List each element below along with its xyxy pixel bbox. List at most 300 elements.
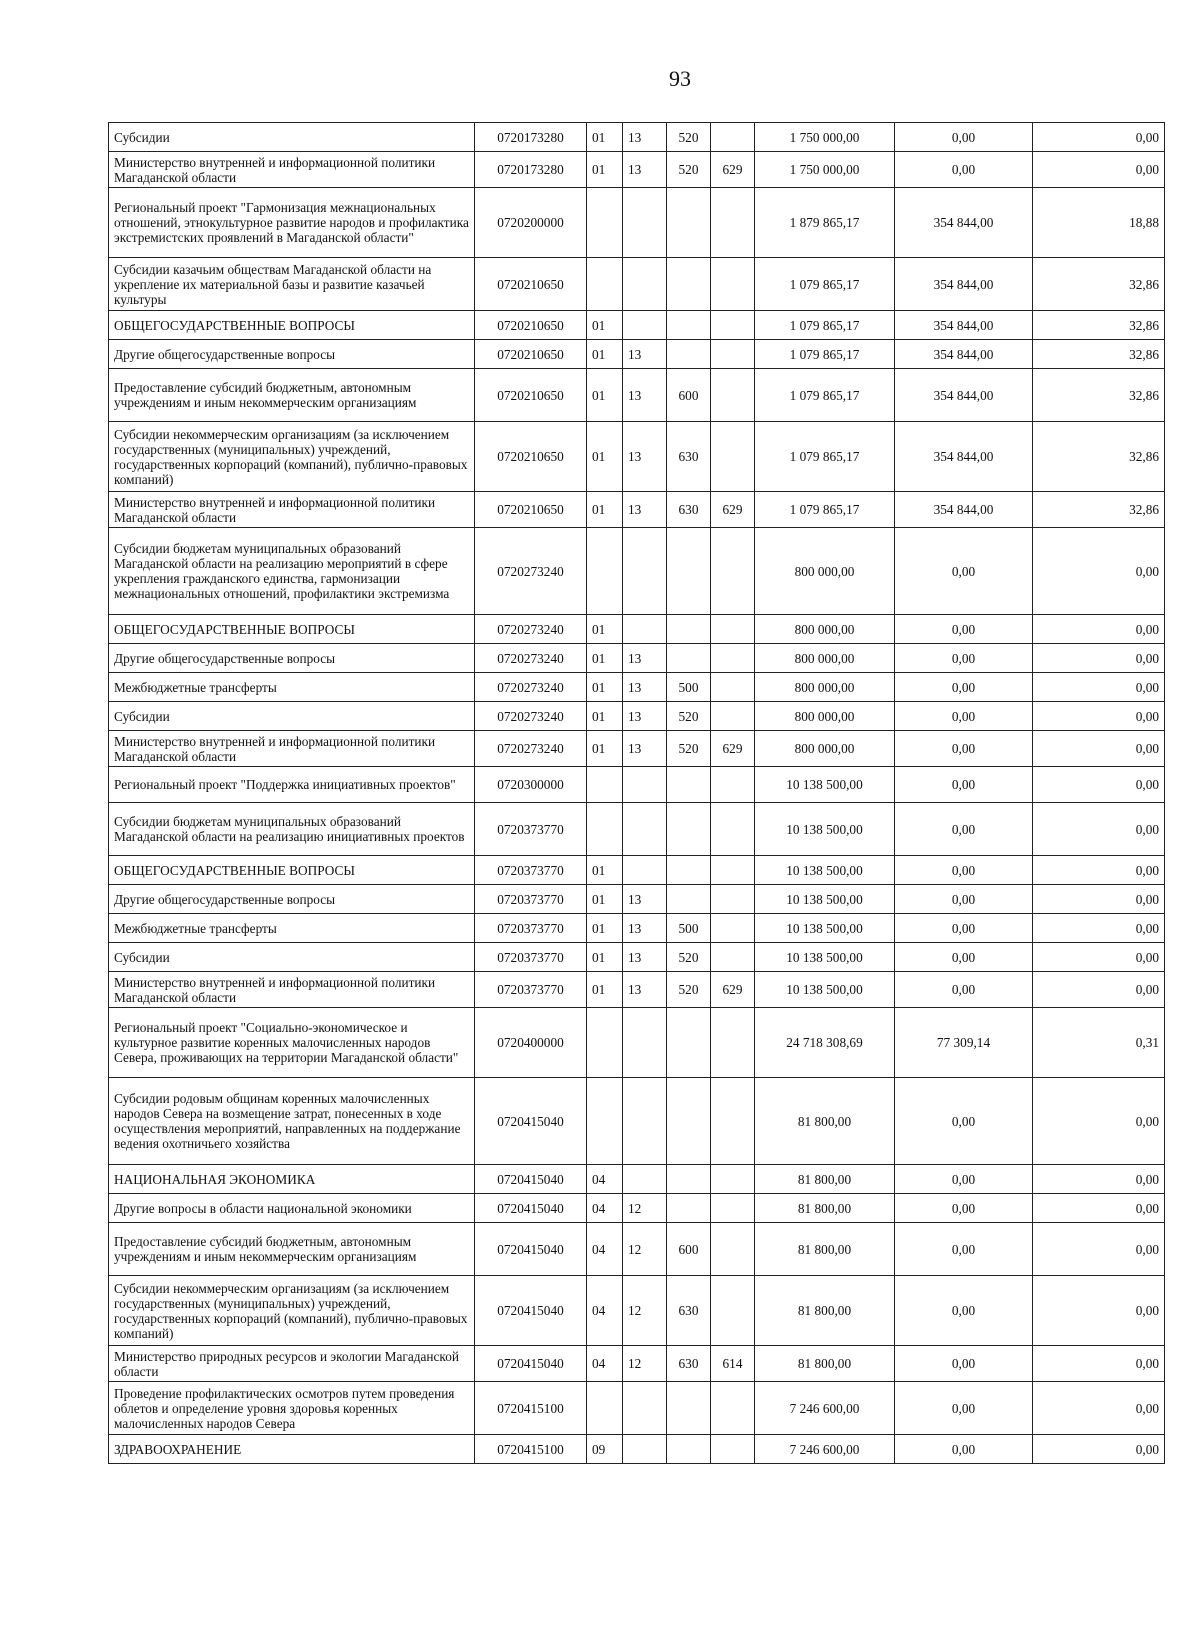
administrator-code-cell — [711, 1382, 755, 1435]
table-row — [109, 1382, 1165, 1435]
execution-percent-cell: 32,86 — [1033, 422, 1165, 492]
planned-amount-cell: 1 750 000,00 — [755, 152, 895, 188]
administrator-code-cell — [711, 803, 755, 856]
planned-amount-cell: 800 000,00 — [755, 673, 895, 702]
table-row — [109, 702, 1165, 731]
row-name-cell: Региональный проект "Поддержка инициативных проектов" — [109, 767, 475, 803]
expense-type-code-cell — [667, 615, 711, 644]
execution-percent-cell: 0,00 — [1033, 1078, 1165, 1165]
budget-table-body — [109, 123, 1165, 1464]
section-code-cell: 01 — [587, 914, 623, 943]
administrator-code-cell: 629 — [711, 152, 755, 188]
subsection-code-cell: 12 — [623, 1223, 667, 1276]
administrator-code-cell — [711, 1194, 755, 1223]
executed-amount-cell: 0,00 — [895, 856, 1033, 885]
expense-type-code-cell — [667, 1078, 711, 1165]
target-article-code-cell: 0720210650 — [475, 422, 587, 492]
expense-type-code-cell — [667, 1008, 711, 1078]
administrator-code-cell — [711, 885, 755, 914]
row-name-cell: ОБЩЕГОСУДАРСТВЕННЫЕ ВОПРОСЫ — [109, 856, 475, 885]
planned-amount-cell: 1 879 865,17 — [755, 188, 895, 258]
executed-amount-cell: 0,00 — [895, 615, 1033, 644]
target-article-code-cell: 0720373770 — [475, 885, 587, 914]
subsection-code-cell: 13 — [623, 123, 667, 152]
administrator-code-cell: 629 — [711, 731, 755, 767]
planned-amount-cell: 10 138 500,00 — [755, 856, 895, 885]
section-code-cell: 04 — [587, 1223, 623, 1276]
section-code-cell: 01 — [587, 885, 623, 914]
table-row — [109, 1276, 1165, 1346]
target-article-code-cell: 0720210650 — [475, 258, 587, 311]
table-row — [109, 972, 1165, 1008]
subsection-code-cell: 13 — [623, 492, 667, 528]
target-article-code-cell: 0720415040 — [475, 1276, 587, 1346]
subsection-code-cell: 13 — [623, 914, 667, 943]
execution-percent-cell: 32,86 — [1033, 340, 1165, 369]
administrator-code-cell — [711, 702, 755, 731]
subsection-code-cell: 13 — [623, 885, 667, 914]
expense-type-code-cell: 520 — [667, 702, 711, 731]
section-code-cell: 01 — [587, 644, 623, 673]
target-article-code-cell: 0720373770 — [475, 914, 587, 943]
administrator-code-cell — [711, 644, 755, 673]
executed-amount-cell: 77 309,14 — [895, 1008, 1033, 1078]
planned-amount-cell: 800 000,00 — [755, 644, 895, 673]
section-code-cell — [587, 528, 623, 615]
subsection-code-cell — [623, 1382, 667, 1435]
planned-amount-cell: 800 000,00 — [755, 528, 895, 615]
row-name-cell: Субсидии казачьим обществам Магаданской области на укрепление их материальной базы и развитие казачьей культуры — [109, 258, 475, 311]
subsection-code-cell: 12 — [623, 1346, 667, 1382]
subsection-code-cell: 12 — [623, 1276, 667, 1346]
row-name-cell: Межбюджетные трансферты — [109, 914, 475, 943]
target-article-code-cell: 0720373770 — [475, 943, 587, 972]
execution-percent-cell: 0,00 — [1033, 1223, 1165, 1276]
planned-amount-cell: 7 246 600,00 — [755, 1435, 895, 1464]
planned-amount-cell: 24 718 308,69 — [755, 1008, 895, 1078]
expense-type-code-cell — [667, 1194, 711, 1223]
section-code-cell: 04 — [587, 1165, 623, 1194]
table-row — [109, 311, 1165, 340]
expense-type-code-cell: 520 — [667, 731, 711, 767]
table-row — [109, 188, 1165, 258]
row-name-cell: Субсидии некоммерческим организациям (за исключением государственных (муниципальных) учреждений, государственных корпораций (компаний), публично-правовых компаний) — [109, 422, 475, 492]
expense-type-code-cell: 520 — [667, 943, 711, 972]
executed-amount-cell: 354 844,00 — [895, 188, 1033, 258]
executed-amount-cell: 0,00 — [895, 123, 1033, 152]
expense-type-code-cell — [667, 258, 711, 311]
budget-table — [108, 122, 1165, 1464]
execution-percent-cell: 0,31 — [1033, 1008, 1165, 1078]
target-article-code-cell: 0720273240 — [475, 702, 587, 731]
subsection-code-cell: 12 — [623, 1194, 667, 1223]
target-article-code-cell: 0720415100 — [475, 1435, 587, 1464]
planned-amount-cell: 10 138 500,00 — [755, 943, 895, 972]
table-row — [109, 1435, 1165, 1464]
section-code-cell: 01 — [587, 123, 623, 152]
expense-type-code-cell — [667, 528, 711, 615]
planned-amount-cell: 800 000,00 — [755, 615, 895, 644]
target-article-code-cell: 0720415040 — [475, 1346, 587, 1382]
executed-amount-cell: 354 844,00 — [895, 340, 1033, 369]
planned-amount-cell: 1 079 865,17 — [755, 492, 895, 528]
expense-type-code-cell — [667, 340, 711, 369]
expense-type-code-cell: 520 — [667, 123, 711, 152]
row-name-cell: ОБЩЕГОСУДАРСТВЕННЫЕ ВОПРОСЫ — [109, 615, 475, 644]
execution-percent-cell: 0,00 — [1033, 1435, 1165, 1464]
administrator-code-cell — [711, 1435, 755, 1464]
table-row — [109, 803, 1165, 856]
section-code-cell: 01 — [587, 943, 623, 972]
row-name-cell: НАЦИОНАЛЬНАЯ ЭКОНОМИКА — [109, 1165, 475, 1194]
planned-amount-cell: 10 138 500,00 — [755, 885, 895, 914]
executed-amount-cell: 0,00 — [895, 767, 1033, 803]
administrator-code-cell — [711, 188, 755, 258]
executed-amount-cell: 354 844,00 — [895, 422, 1033, 492]
subsection-code-cell: 13 — [623, 731, 667, 767]
execution-percent-cell: 32,86 — [1033, 311, 1165, 340]
section-code-cell: 01 — [587, 340, 623, 369]
expense-type-code-cell — [667, 856, 711, 885]
executed-amount-cell: 0,00 — [895, 1194, 1033, 1223]
planned-amount-cell: 800 000,00 — [755, 731, 895, 767]
row-name-cell: Министерство внутренней и информационной политики Магаданской области — [109, 152, 475, 188]
execution-percent-cell: 0,00 — [1033, 152, 1165, 188]
target-article-code-cell: 0720210650 — [475, 492, 587, 528]
execution-percent-cell: 0,00 — [1033, 856, 1165, 885]
administrator-code-cell: 629 — [711, 972, 755, 1008]
expense-type-code-cell — [667, 644, 711, 673]
planned-amount-cell: 1 079 865,17 — [755, 369, 895, 422]
expense-type-code-cell — [667, 1165, 711, 1194]
target-article-code-cell: 0720373770 — [475, 803, 587, 856]
table-row — [109, 1223, 1165, 1276]
executed-amount-cell: 0,00 — [895, 1435, 1033, 1464]
planned-amount-cell: 1 750 000,00 — [755, 123, 895, 152]
target-article-code-cell: 0720210650 — [475, 369, 587, 422]
planned-amount-cell: 81 800,00 — [755, 1346, 895, 1382]
executed-amount-cell: 354 844,00 — [895, 492, 1033, 528]
execution-percent-cell: 0,00 — [1033, 123, 1165, 152]
table-row — [109, 731, 1165, 767]
administrator-code-cell — [711, 311, 755, 340]
section-code-cell — [587, 803, 623, 856]
expense-type-code-cell: 520 — [667, 152, 711, 188]
table-row — [109, 673, 1165, 702]
target-article-code-cell: 0720273240 — [475, 528, 587, 615]
target-article-code-cell: 0720173280 — [475, 123, 587, 152]
section-code-cell: 01 — [587, 152, 623, 188]
executed-amount-cell: 0,00 — [895, 1165, 1033, 1194]
section-code-cell: 01 — [587, 731, 623, 767]
execution-percent-cell: 0,00 — [1033, 885, 1165, 914]
table-row — [109, 943, 1165, 972]
table-row — [109, 644, 1165, 673]
row-name-cell: Другие общегосударственные вопросы — [109, 885, 475, 914]
target-article-code-cell: 0720415040 — [475, 1078, 587, 1165]
row-name-cell: Предоставление субсидий бюджетным, автономным учреждениям и иным некоммерческим организациям — [109, 1223, 475, 1276]
execution-percent-cell: 0,00 — [1033, 1276, 1165, 1346]
section-code-cell: 01 — [587, 856, 623, 885]
table-row — [109, 369, 1165, 422]
row-name-cell: Министерство внутренней и информационной политики Магаданской области — [109, 972, 475, 1008]
row-name-cell: Межбюджетные трансферты — [109, 673, 475, 702]
expense-type-code-cell: 630 — [667, 1276, 711, 1346]
execution-percent-cell: 0,00 — [1033, 914, 1165, 943]
execution-percent-cell: 0,00 — [1033, 644, 1165, 673]
administrator-code-cell — [711, 422, 755, 492]
section-code-cell: 01 — [587, 702, 623, 731]
planned-amount-cell: 10 138 500,00 — [755, 972, 895, 1008]
expense-type-code-cell: 520 — [667, 972, 711, 1008]
planned-amount-cell: 10 138 500,00 — [755, 803, 895, 856]
executed-amount-cell: 354 844,00 — [895, 311, 1033, 340]
target-article-code-cell: 0720200000 — [475, 188, 587, 258]
row-name-cell: Субсидии — [109, 123, 475, 152]
table-row — [109, 1346, 1165, 1382]
target-article-code-cell: 0720210650 — [475, 340, 587, 369]
target-article-code-cell: 0720373770 — [475, 972, 587, 1008]
target-article-code-cell: 0720210650 — [475, 311, 587, 340]
subsection-code-cell: 13 — [623, 702, 667, 731]
section-code-cell: 04 — [587, 1194, 623, 1223]
executed-amount-cell: 0,00 — [895, 1346, 1033, 1382]
table-row — [109, 1008, 1165, 1078]
execution-percent-cell: 0,00 — [1033, 972, 1165, 1008]
expense-type-code-cell — [667, 1435, 711, 1464]
table-row — [109, 615, 1165, 644]
section-code-cell — [587, 188, 623, 258]
expense-type-code-cell — [667, 767, 711, 803]
target-article-code-cell: 0720273240 — [475, 731, 587, 767]
subsection-code-cell — [623, 1078, 667, 1165]
administrator-code-cell — [711, 369, 755, 422]
table-row — [109, 1165, 1165, 1194]
administrator-code-cell: 629 — [711, 492, 755, 528]
planned-amount-cell: 1 079 865,17 — [755, 422, 895, 492]
executed-amount-cell: 0,00 — [895, 803, 1033, 856]
executed-amount-cell: 0,00 — [895, 1276, 1033, 1346]
subsection-code-cell: 13 — [623, 369, 667, 422]
table-row — [109, 1078, 1165, 1165]
administrator-code-cell — [711, 914, 755, 943]
executed-amount-cell: 0,00 — [895, 644, 1033, 673]
expense-type-code-cell: 500 — [667, 673, 711, 702]
row-name-cell: Субсидии — [109, 702, 475, 731]
subsection-code-cell — [623, 188, 667, 258]
subsection-code-cell — [623, 258, 667, 311]
subsection-code-cell: 13 — [623, 340, 667, 369]
subsection-code-cell: 13 — [623, 422, 667, 492]
execution-percent-cell: 0,00 — [1033, 1165, 1165, 1194]
execution-percent-cell: 0,00 — [1033, 803, 1165, 856]
subsection-code-cell — [623, 1435, 667, 1464]
executed-amount-cell: 0,00 — [895, 1223, 1033, 1276]
subsection-code-cell: 13 — [623, 152, 667, 188]
row-name-cell: Другие вопросы в области национальной экономики — [109, 1194, 475, 1223]
expense-type-code-cell — [667, 188, 711, 258]
expense-type-code-cell: 630 — [667, 492, 711, 528]
administrator-code-cell — [711, 1165, 755, 1194]
execution-percent-cell: 0,00 — [1033, 702, 1165, 731]
administrator-code-cell — [711, 767, 755, 803]
row-name-cell: Министерство природных ресурсов и экологии Магаданской области — [109, 1346, 475, 1382]
table-row — [109, 767, 1165, 803]
execution-percent-cell: 0,00 — [1033, 528, 1165, 615]
table-row — [109, 528, 1165, 615]
target-article-code-cell: 0720415100 — [475, 1382, 587, 1435]
section-code-cell — [587, 767, 623, 803]
table-row — [109, 856, 1165, 885]
table-row — [109, 340, 1165, 369]
section-code-cell — [587, 258, 623, 311]
row-name-cell: Субсидии бюджетам муниципальных образований Магаданской области на реализацию инициативных проектов — [109, 803, 475, 856]
row-name-cell: Министерство внутренней и информационной политики Магаданской области — [109, 492, 475, 528]
administrator-code-cell — [711, 1223, 755, 1276]
subsection-code-cell — [623, 767, 667, 803]
subsection-code-cell: 13 — [623, 673, 667, 702]
section-code-cell: 01 — [587, 615, 623, 644]
section-code-cell: 01 — [587, 311, 623, 340]
administrator-code-cell — [711, 528, 755, 615]
target-article-code-cell: 0720273240 — [475, 615, 587, 644]
administrator-code-cell — [711, 123, 755, 152]
execution-percent-cell: 32,86 — [1033, 369, 1165, 422]
executed-amount-cell: 0,00 — [895, 673, 1033, 702]
administrator-code-cell — [711, 615, 755, 644]
page-number: 93 — [669, 66, 691, 91]
planned-amount-cell: 81 800,00 — [755, 1165, 895, 1194]
subsection-code-cell — [623, 528, 667, 615]
executed-amount-cell: 0,00 — [895, 528, 1033, 615]
section-code-cell: 01 — [587, 972, 623, 1008]
table-row — [109, 258, 1165, 311]
section-code-cell: 01 — [587, 369, 623, 422]
table-row — [109, 914, 1165, 943]
planned-amount-cell: 81 800,00 — [755, 1223, 895, 1276]
subsection-code-cell — [623, 1165, 667, 1194]
executed-amount-cell: 0,00 — [895, 1382, 1033, 1435]
target-article-code-cell: 0720415040 — [475, 1223, 587, 1276]
execution-percent-cell: 0,00 — [1033, 1346, 1165, 1382]
section-code-cell: 04 — [587, 1346, 623, 1382]
planned-amount-cell: 81 800,00 — [755, 1276, 895, 1346]
table-row — [109, 885, 1165, 914]
subsection-code-cell — [623, 311, 667, 340]
administrator-code-cell — [711, 1008, 755, 1078]
expense-type-code-cell: 630 — [667, 1346, 711, 1382]
row-name-cell: Субсидии — [109, 943, 475, 972]
executed-amount-cell: 354 844,00 — [895, 369, 1033, 422]
target-article-code-cell: 0720300000 — [475, 767, 587, 803]
table-row — [109, 422, 1165, 492]
planned-amount-cell: 7 246 600,00 — [755, 1382, 895, 1435]
administrator-code-cell — [711, 943, 755, 972]
expense-type-code-cell: 600 — [667, 369, 711, 422]
planned-amount-cell: 800 000,00 — [755, 702, 895, 731]
row-name-cell: Другие общегосударственные вопросы — [109, 340, 475, 369]
administrator-code-cell — [711, 340, 755, 369]
row-name-cell: ЗДРАВООХРАНЕНИЕ — [109, 1435, 475, 1464]
row-name-cell: Субсидии некоммерческим организациям (за исключением государственных (муниципальных) учреждений, государственных корпораций (компаний), публично-правовых компаний) — [109, 1276, 475, 1346]
table-row — [109, 152, 1165, 188]
planned-amount-cell: 1 079 865,17 — [755, 258, 895, 311]
expense-type-code-cell — [667, 311, 711, 340]
executed-amount-cell: 0,00 — [895, 731, 1033, 767]
row-name-cell: Региональный проект "Гармонизация межнациональных отношений, этнокультурное развитие народов и профилактика экстремистских проявлений в Магаданской области" — [109, 188, 475, 258]
row-name-cell: Субсидии бюджетам муниципальных образований Магаданской области на реализацию мероприятий в сфере укрепления гражданского единства, гармонизации межнациональных отношений, профилактики экстремизма — [109, 528, 475, 615]
row-name-cell: Предоставление субсидий бюджетным, автономным учреждениям и иным некоммерческим организациям — [109, 369, 475, 422]
row-name-cell: Другие общегосударственные вопросы — [109, 644, 475, 673]
subsection-code-cell — [623, 615, 667, 644]
execution-percent-cell: 32,86 — [1033, 492, 1165, 528]
execution-percent-cell: 0,00 — [1033, 1194, 1165, 1223]
row-name-cell: Субсидии родовым общинам коренных малочисленных народов Севера на возмещение затрат, понесенных в ходе осуществления мероприятий, направленных на поддержание ведения охотничьего хозяйства — [109, 1078, 475, 1165]
executed-amount-cell: 0,00 — [895, 152, 1033, 188]
subsection-code-cell — [623, 1008, 667, 1078]
execution-percent-cell: 18,88 — [1033, 188, 1165, 258]
administrator-code-cell — [711, 258, 755, 311]
execution-percent-cell: 0,00 — [1033, 1382, 1165, 1435]
expense-type-code-cell — [667, 1382, 711, 1435]
section-code-cell — [587, 1382, 623, 1435]
section-code-cell: 09 — [587, 1435, 623, 1464]
execution-percent-cell: 0,00 — [1033, 673, 1165, 702]
expense-type-code-cell: 600 — [667, 1223, 711, 1276]
executed-amount-cell: 0,00 — [895, 885, 1033, 914]
administrator-code-cell — [711, 856, 755, 885]
target-article-code-cell: 0720373770 — [475, 856, 587, 885]
executed-amount-cell: 0,00 — [895, 943, 1033, 972]
execution-percent-cell: 0,00 — [1033, 731, 1165, 767]
target-article-code-cell: 0720415040 — [475, 1165, 587, 1194]
expense-type-code-cell: 630 — [667, 422, 711, 492]
planned-amount-cell: 10 138 500,00 — [755, 767, 895, 803]
section-code-cell — [587, 1008, 623, 1078]
planned-amount-cell: 1 079 865,17 — [755, 340, 895, 369]
executed-amount-cell: 0,00 — [895, 914, 1033, 943]
expense-type-code-cell: 500 — [667, 914, 711, 943]
execution-percent-cell: 0,00 — [1033, 615, 1165, 644]
row-name-cell: ОБЩЕГОСУДАРСТВЕННЫЕ ВОПРОСЫ — [109, 311, 475, 340]
subsection-code-cell: 13 — [623, 943, 667, 972]
planned-amount-cell: 81 800,00 — [755, 1078, 895, 1165]
expense-type-code-cell — [667, 885, 711, 914]
section-code-cell: 01 — [587, 492, 623, 528]
row-name-cell: Проведение профилактических осмотров путем проведения облетов и определение уровня здоровья коренных малочисленных народов Севера — [109, 1382, 475, 1435]
subsection-code-cell: 13 — [623, 644, 667, 673]
execution-percent-cell: 32,86 — [1033, 258, 1165, 311]
executed-amount-cell: 0,00 — [895, 702, 1033, 731]
expense-type-code-cell — [667, 803, 711, 856]
execution-percent-cell: 0,00 — [1033, 767, 1165, 803]
row-name-cell: Министерство внутренней и информационной политики Магаданской области — [109, 731, 475, 767]
target-article-code-cell: 0720273240 — [475, 673, 587, 702]
subsection-code-cell — [623, 803, 667, 856]
planned-amount-cell: 10 138 500,00 — [755, 914, 895, 943]
subsection-code-cell — [623, 856, 667, 885]
table-row — [109, 1194, 1165, 1223]
executed-amount-cell: 0,00 — [895, 972, 1033, 1008]
section-code-cell — [587, 1078, 623, 1165]
planned-amount-cell: 81 800,00 — [755, 1194, 895, 1223]
executed-amount-cell: 354 844,00 — [895, 258, 1033, 311]
target-article-code-cell: 0720415040 — [475, 1194, 587, 1223]
target-article-code-cell: 0720173280 — [475, 152, 587, 188]
table-row — [109, 492, 1165, 528]
administrator-code-cell: 614 — [711, 1346, 755, 1382]
administrator-code-cell — [711, 1078, 755, 1165]
